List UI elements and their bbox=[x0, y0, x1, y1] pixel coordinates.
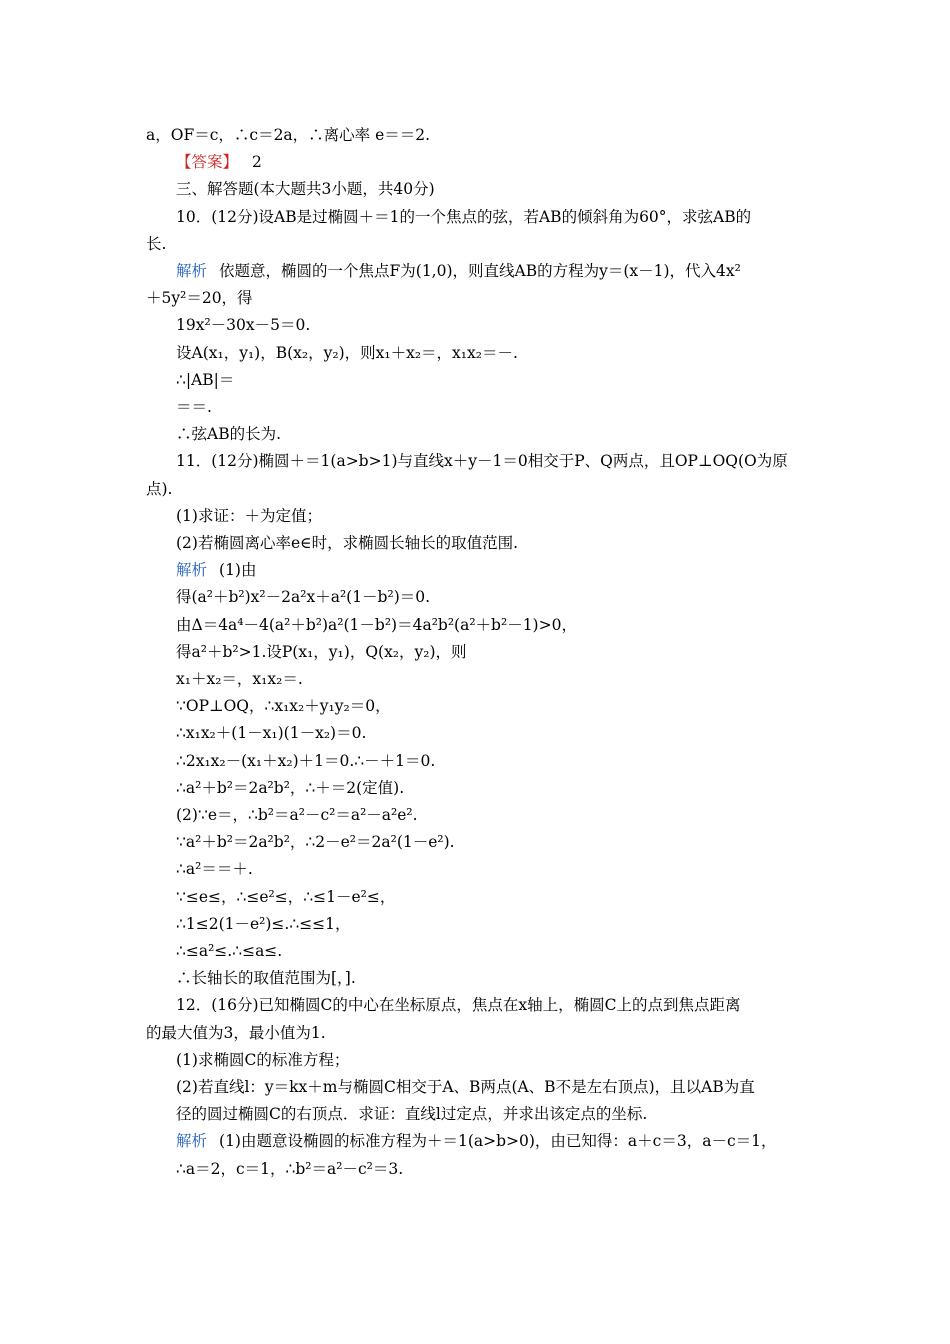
solution-label: 解析 bbox=[176, 1132, 208, 1151]
line-text: ∴|AB|＝ bbox=[176, 370, 235, 389]
text-line bbox=[176, 1049, 811, 1071]
text-line bbox=[176, 886, 811, 908]
line-text: 由Δ＝4a⁴－4(a²＋b²)a²(1－b²)＝4a²b²(a²＋b²－1)>0， bbox=[176, 615, 577, 634]
line-text: (1)由题意设椭圆的标准方程为＋＝1(a>b>0)，由已知得：a＋c＝3，a－c＝1， bbox=[219, 1132, 777, 1151]
line-text: (1)求椭圆C的标准方程； bbox=[176, 1050, 350, 1069]
text-line bbox=[176, 314, 811, 336]
text-line bbox=[146, 233, 811, 255]
line-text: 11．(12分)椭圆＋＝1(a>b>1)与直线x＋y－1＝0相交于P、Q两点，且OP⊥OQ(O为原 bbox=[176, 452, 788, 471]
text-line bbox=[176, 423, 811, 445]
line-text: ∴长轴长的取值范围为[，]. bbox=[176, 969, 356, 988]
line-text: ∴a²＋b²＝2a²b²，∴＋＝2(定值). bbox=[176, 778, 405, 797]
text-line bbox=[176, 804, 811, 826]
text-line bbox=[176, 1103, 811, 1125]
line-text: 设A(x₁，y₁)，B(x₂，y₂)，则x₁＋x₂＝，x₁x₂＝－. bbox=[176, 343, 518, 362]
line-text: x₁＋x₂＝，x₁x₂＝. bbox=[176, 670, 303, 688]
line-text: ∴x₁x₂＋(1－x₁)(1－x₂)＝0. bbox=[176, 724, 367, 743]
line-text: (2)∵e＝，∴b²＝a²－c²＝a²－a²e². bbox=[176, 806, 418, 824]
text-line bbox=[176, 641, 811, 663]
line-text: ∴a＝2，c＝1，∴b²＝a²－c²＝3. bbox=[176, 1159, 404, 1178]
text-line bbox=[176, 342, 811, 364]
line-text: 19x²－30x－5＝0. bbox=[176, 316, 311, 335]
text-line bbox=[176, 559, 811, 581]
text-line bbox=[176, 668, 811, 690]
text-line bbox=[176, 260, 811, 282]
line-text: ∴1≤2(1－e²)≤.∴≤≤1， bbox=[176, 914, 351, 933]
answer-label: 【答案】 bbox=[176, 153, 239, 172]
line-text: ∵≤e≤，∴≤e²≤，∴≤1－e²≤， bbox=[176, 887, 396, 906]
line-text: (1)由 bbox=[219, 561, 257, 580]
text-line bbox=[176, 532, 811, 554]
line-text: 2 bbox=[252, 153, 262, 172]
line-text: (2)若直线l：y＝kx＋m与椭圆C相交于A、B两点(A、B不是左右顶点)，且以AB为直 bbox=[176, 1078, 755, 1096]
text-line bbox=[146, 478, 811, 500]
text-line bbox=[176, 505, 811, 527]
text-line bbox=[176, 722, 811, 744]
text-line bbox=[176, 396, 811, 418]
line-text: 的最大值为3，最小值为1. bbox=[146, 1023, 326, 1042]
text-line bbox=[176, 695, 811, 717]
line-text: a，OF＝c，∴c＝2a，∴离心率 e＝＝2. bbox=[146, 126, 431, 144]
text-line bbox=[176, 831, 811, 853]
line-text: ∴2x₁x₂－(x₁＋x₂)＋1＝0.∴－＋1＝0. bbox=[176, 751, 436, 770]
text-line bbox=[146, 287, 811, 309]
text-line bbox=[176, 369, 811, 391]
solution-label: 解析 bbox=[176, 561, 208, 580]
line-text: ∵OP⊥OQ，∴x₁x₂＋y₁y₂＝0， bbox=[176, 697, 391, 716]
line-text: ∵a²＋b²＝2a²b²，∴2－e²＝2a²(1－e²). bbox=[176, 833, 455, 852]
line-text: ＋5y²＝20，得 bbox=[146, 289, 253, 308]
text-line bbox=[176, 750, 811, 772]
line-text: 12．(16分)已知椭圆C的中心在坐标原点，焦点在x轴上，椭圆C上的点到焦点距离 bbox=[176, 996, 741, 1015]
text-line bbox=[176, 1130, 811, 1152]
text-line bbox=[176, 1076, 811, 1098]
line-text: 得a²＋b²>1.设P(x₁，y₁)，Q(x₂，y₂)，则 bbox=[176, 642, 467, 661]
text-line bbox=[176, 777, 811, 799]
line-text: ＝＝. bbox=[176, 398, 212, 416]
text-line bbox=[176, 206, 811, 228]
line-text: 得(a²＋b²)x²－2a²x＋a²(1－b²)＝0. bbox=[176, 588, 431, 607]
text-line bbox=[176, 178, 811, 200]
line-text: ∴a²＝＝＋. bbox=[176, 860, 253, 879]
line-text: ∴≤a²≤.∴≤a≤. bbox=[176, 942, 283, 960]
line-text: (2)若椭圆离心率e∈时，求椭圆长轴长的取值范围. bbox=[176, 534, 519, 552]
line-text: 长. bbox=[146, 234, 167, 253]
line-text: 径的圆过椭圆C的右顶点．求证：直线l过定点，并求出该定点的坐标. bbox=[176, 1105, 648, 1124]
text-line bbox=[146, 124, 811, 146]
text-line bbox=[176, 967, 811, 989]
text-line bbox=[176, 913, 811, 935]
line-text: 10．(12分)设AB是过椭圆＋＝1的一个焦点的弦，若AB的倾斜角为60°，求弦AB的 bbox=[176, 207, 752, 226]
line-text: 三、解答题(本大题共3小题，共40分) bbox=[176, 180, 435, 199]
text-line bbox=[176, 586, 811, 608]
text-line bbox=[176, 450, 811, 472]
text-line bbox=[146, 1022, 811, 1044]
line-text: (1)求证：＋为定值； bbox=[176, 506, 322, 525]
text-line bbox=[176, 614, 811, 636]
line-text: 依题意，椭圆的一个焦点F为(1,0)，则直线AB的方程为y＝(x－1)，代入4x² bbox=[219, 262, 741, 280]
line-text: ∴弦AB的长为. bbox=[176, 425, 282, 444]
solution-label: 解析 bbox=[176, 262, 208, 280]
line-text: 点). bbox=[146, 479, 173, 498]
text-line bbox=[176, 1158, 811, 1180]
text-line bbox=[176, 940, 811, 962]
text-line bbox=[176, 994, 811, 1016]
text-line bbox=[176, 151, 811, 173]
text-line bbox=[176, 858, 811, 880]
